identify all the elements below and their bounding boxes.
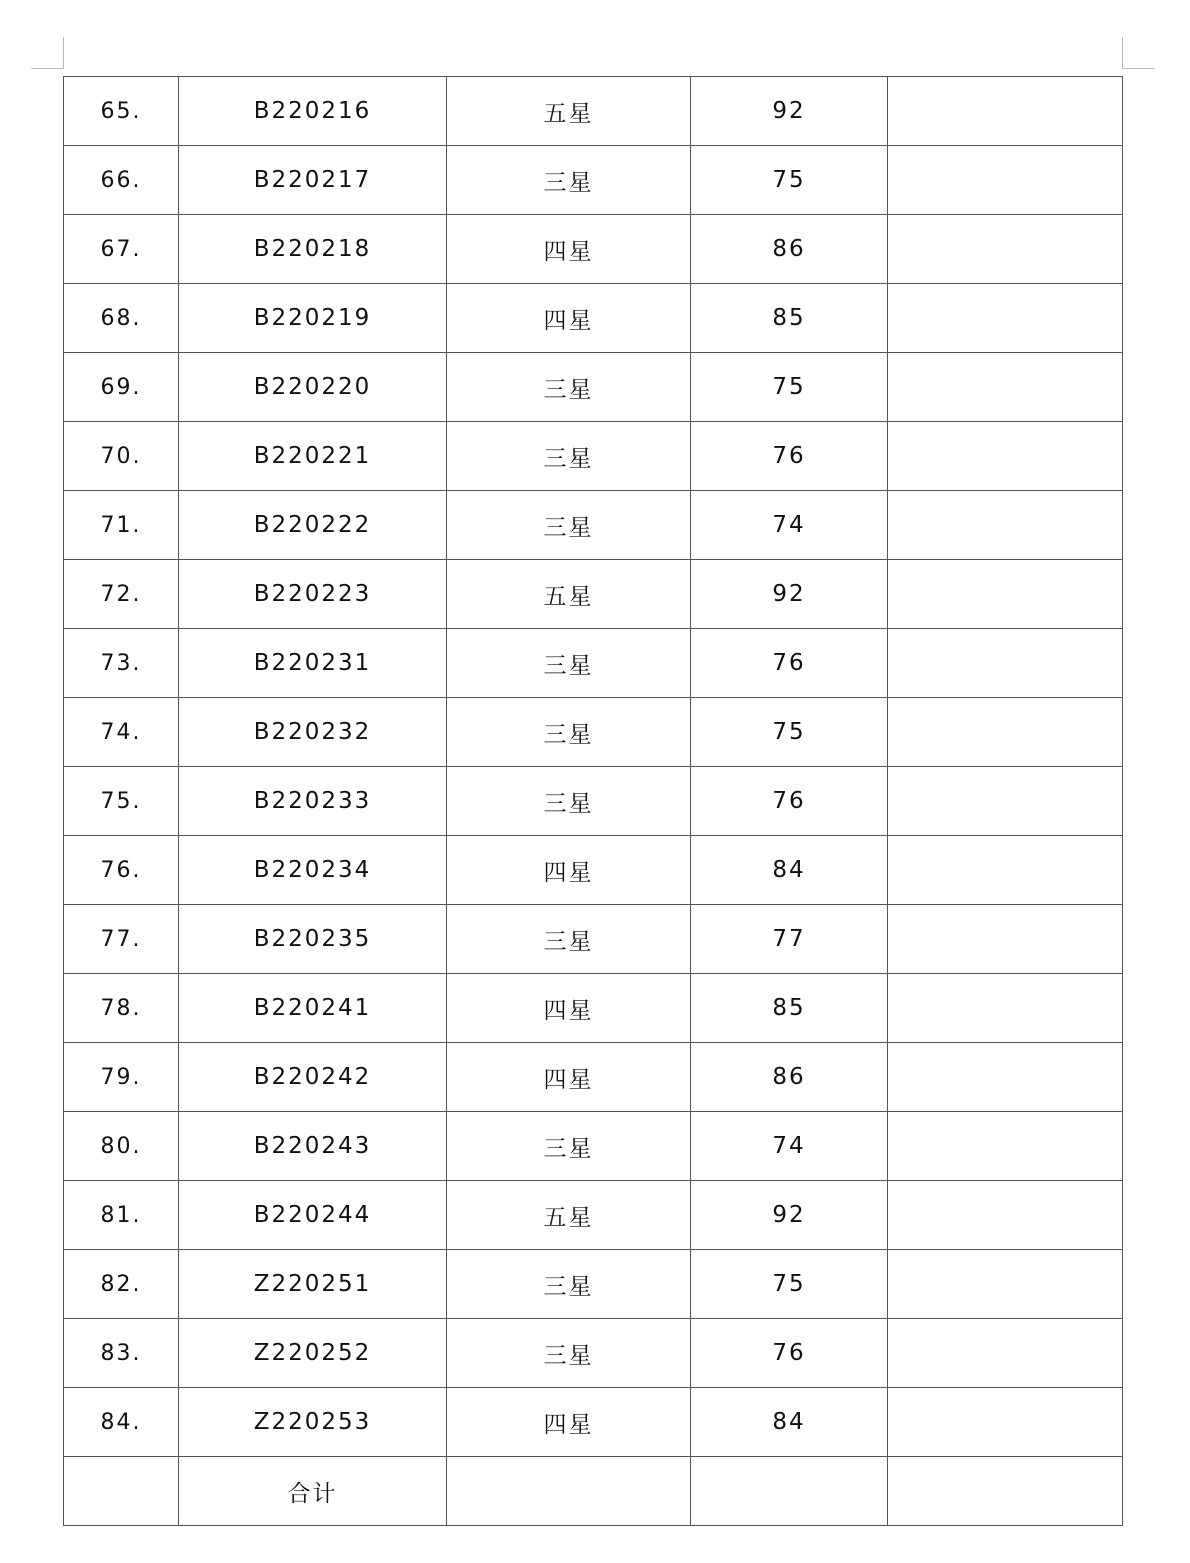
row-index-cell: 74.: [64, 698, 179, 767]
table-row: [64, 1388, 1123, 1457]
row-rating-cell: 三星: [447, 146, 691, 215]
total-row: [64, 1457, 1123, 1526]
total-label-cell: 合计: [179, 1457, 447, 1526]
row-index-cell: 73.: [64, 629, 179, 698]
row-index-cell: 76.: [64, 836, 179, 905]
row-rating-cell: 三星: [447, 767, 691, 836]
row-score-cell: 74: [691, 491, 888, 560]
table-row: [64, 1112, 1123, 1181]
row-note-cell: [888, 974, 1123, 1043]
table-row: [64, 836, 1123, 905]
row-index-cell: 83.: [64, 1319, 179, 1388]
row-score-cell: 92: [691, 560, 888, 629]
row-index-cell: 81.: [64, 1181, 179, 1250]
row-score-cell: 76: [691, 1319, 888, 1388]
row-rating-cell: 三星: [447, 422, 691, 491]
row-score-cell: 75: [691, 353, 888, 422]
total-note-cell: [888, 1457, 1123, 1526]
row-index-cell: 78.: [64, 974, 179, 1043]
row-note-cell: [888, 215, 1123, 284]
row-note-cell: [888, 629, 1123, 698]
row-score-cell: 75: [691, 1250, 888, 1319]
row-score-cell: 85: [691, 284, 888, 353]
row-note-cell: [888, 1319, 1123, 1388]
table-row: [64, 77, 1123, 146]
table-row: [64, 560, 1123, 629]
row-code-cell: B220234: [179, 836, 447, 905]
row-note-cell: [888, 836, 1123, 905]
table-row: [64, 353, 1123, 422]
row-code-cell: B220241: [179, 974, 447, 1043]
row-index-cell: 79.: [64, 1043, 179, 1112]
table-row: [64, 215, 1123, 284]
row-rating-cell: 四星: [447, 1388, 691, 1457]
table-row: [64, 1181, 1123, 1250]
row-index-cell: 82.: [64, 1250, 179, 1319]
total-index-cell: [64, 1457, 179, 1526]
row-score-cell: 76: [691, 629, 888, 698]
row-index-cell: 67.: [64, 215, 179, 284]
row-rating-cell: 三星: [447, 1319, 691, 1388]
row-note-cell: [888, 560, 1123, 629]
table-body: [64, 77, 1123, 1526]
table-row: [64, 1250, 1123, 1319]
row-note-cell: [888, 698, 1123, 767]
row-rating-cell: 三星: [447, 1112, 691, 1181]
row-note-cell: [888, 422, 1123, 491]
row-code-cell: B220222: [179, 491, 447, 560]
row-index-cell: 72.: [64, 560, 179, 629]
row-rating-cell: 三星: [447, 353, 691, 422]
row-index-cell: 66.: [64, 146, 179, 215]
row-index-cell: 68.: [64, 284, 179, 353]
row-code-cell: B220232: [179, 698, 447, 767]
page-corner-mark-left: [31, 37, 64, 69]
row-score-cell: 85: [691, 974, 888, 1043]
row-note-cell: [888, 77, 1123, 146]
row-code-cell: B220231: [179, 629, 447, 698]
row-note-cell: [888, 1250, 1123, 1319]
row-rating-cell: 五星: [447, 77, 691, 146]
row-rating-cell: 三星: [447, 905, 691, 974]
row-score-cell: 86: [691, 1043, 888, 1112]
row-code-cell: Z220253: [179, 1388, 447, 1457]
row-score-cell: 75: [691, 698, 888, 767]
total-rating-cell: [447, 1457, 691, 1526]
row-rating-cell: 五星: [447, 560, 691, 629]
row-code-cell: B220221: [179, 422, 447, 491]
row-code-cell: B220244: [179, 1181, 447, 1250]
row-code-cell: B220235: [179, 905, 447, 974]
row-code-cell: Z220251: [179, 1250, 447, 1319]
row-index-cell: 65.: [64, 77, 179, 146]
row-rating-cell: 四星: [447, 284, 691, 353]
table-row: [64, 767, 1123, 836]
table-row: [64, 905, 1123, 974]
row-note-cell: [888, 353, 1123, 422]
row-score-cell: 92: [691, 1181, 888, 1250]
row-rating-cell: 四星: [447, 1043, 691, 1112]
row-index-cell: 84.: [64, 1388, 179, 1457]
table-row: [64, 1043, 1123, 1112]
row-score-cell: 77: [691, 905, 888, 974]
row-note-cell: [888, 491, 1123, 560]
table-row: [64, 422, 1123, 491]
row-index-cell: 80.: [64, 1112, 179, 1181]
row-index-cell: 75.: [64, 767, 179, 836]
row-code-cell: B220218: [179, 215, 447, 284]
row-score-cell: 92: [691, 77, 888, 146]
row-score-cell: 75: [691, 146, 888, 215]
row-note-cell: [888, 1112, 1123, 1181]
score-table: [63, 76, 1123, 1526]
table-row: [64, 629, 1123, 698]
row-code-cell: Z220252: [179, 1319, 447, 1388]
row-code-cell: B220233: [179, 767, 447, 836]
row-score-cell: 76: [691, 422, 888, 491]
row-index-cell: 70.: [64, 422, 179, 491]
table-row: [64, 974, 1123, 1043]
table-row: [64, 491, 1123, 560]
row-note-cell: [888, 1388, 1123, 1457]
row-code-cell: B220220: [179, 353, 447, 422]
row-code-cell: B220217: [179, 146, 447, 215]
row-score-cell: 84: [691, 836, 888, 905]
table-row: [64, 698, 1123, 767]
row-code-cell: B220242: [179, 1043, 447, 1112]
row-code-cell: B220216: [179, 77, 447, 146]
row-rating-cell: 三星: [447, 1250, 691, 1319]
row-index-cell: 77.: [64, 905, 179, 974]
row-rating-cell: 五星: [447, 1181, 691, 1250]
row-note-cell: [888, 767, 1123, 836]
row-rating-cell: 四星: [447, 974, 691, 1043]
table-row: [64, 146, 1123, 215]
row-index-cell: 71.: [64, 491, 179, 560]
row-score-cell: 74: [691, 1112, 888, 1181]
row-rating-cell: 三星: [447, 698, 691, 767]
row-score-cell: 76: [691, 767, 888, 836]
row-index-cell: 69.: [64, 353, 179, 422]
total-score-cell: [691, 1457, 888, 1526]
row-code-cell: B220223: [179, 560, 447, 629]
row-code-cell: B220243: [179, 1112, 447, 1181]
row-code-cell: B220219: [179, 284, 447, 353]
row-rating-cell: 三星: [447, 491, 691, 560]
row-note-cell: [888, 284, 1123, 353]
page-corner-mark-right: [1122, 37, 1155, 69]
row-rating-cell: 四星: [447, 215, 691, 284]
row-rating-cell: 三星: [447, 629, 691, 698]
row-note-cell: [888, 146, 1123, 215]
row-note-cell: [888, 905, 1123, 974]
table-row: [64, 284, 1123, 353]
row-rating-cell: 四星: [447, 836, 691, 905]
row-note-cell: [888, 1043, 1123, 1112]
row-note-cell: [888, 1181, 1123, 1250]
table-row: [64, 1319, 1123, 1388]
row-score-cell: 84: [691, 1388, 888, 1457]
row-score-cell: 86: [691, 215, 888, 284]
